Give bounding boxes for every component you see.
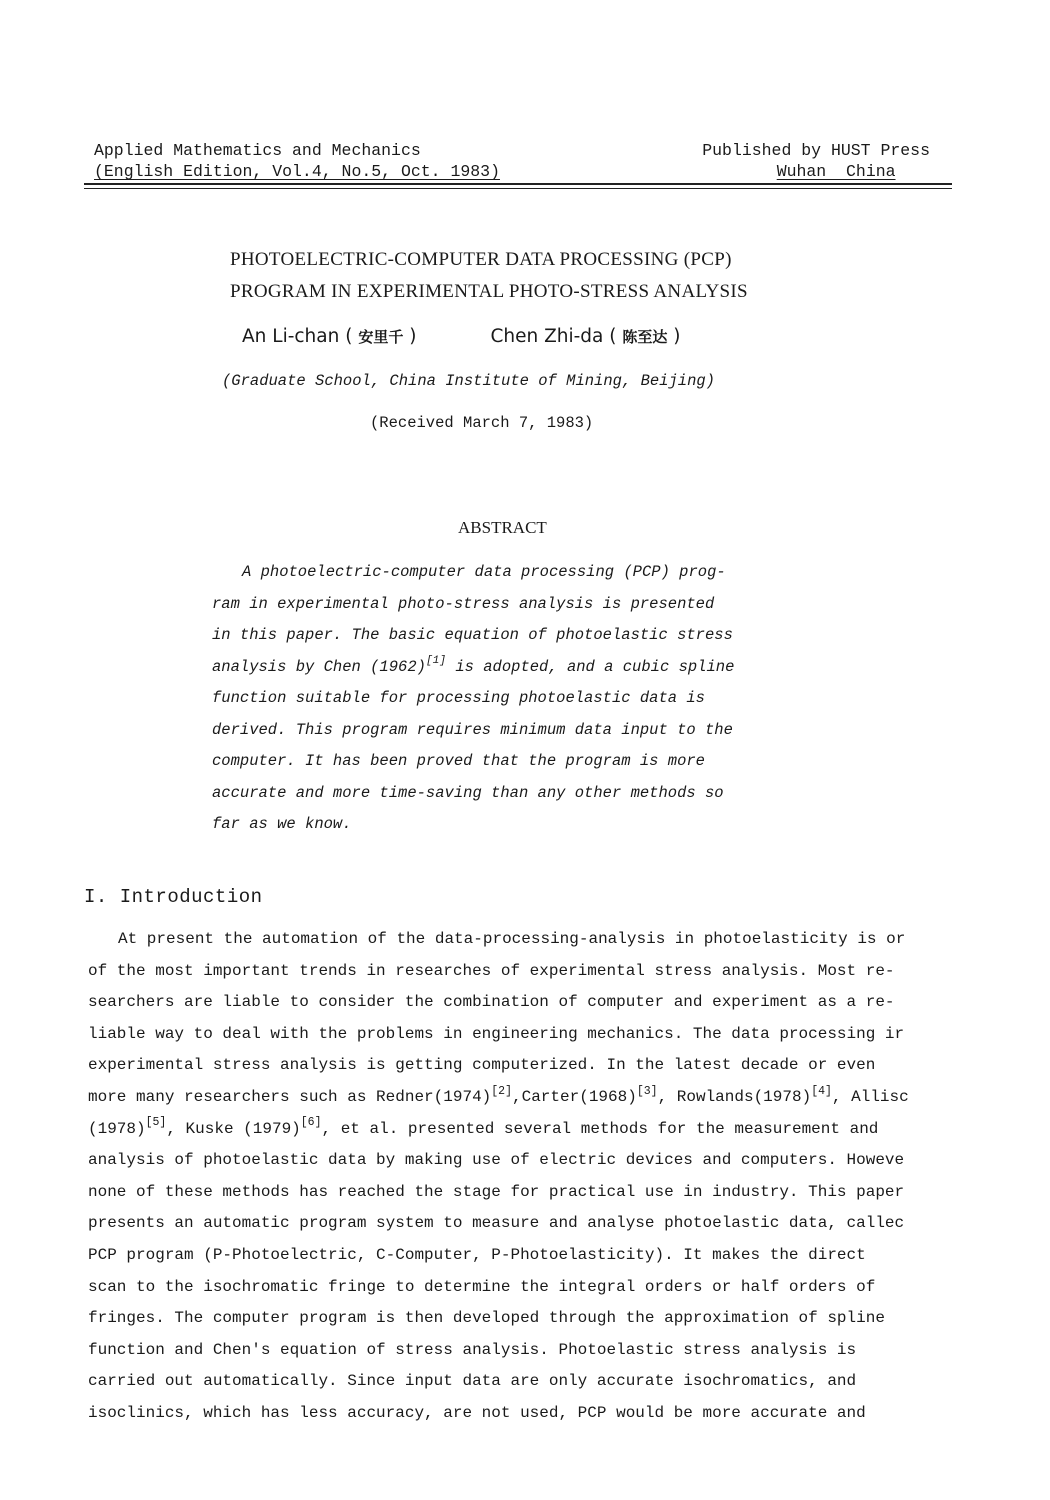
body-line: fringes. The computer program is then developed through the approximation of spline [88, 1309, 885, 1328]
received-date: (Received March 7, 1983) [370, 414, 594, 432]
publisher: Published by HUST Press [702, 141, 930, 160]
body-line: presents an automatic program system to measure and analyse photoelastic data, callec [88, 1214, 905, 1233]
body-line: (1978)[5], Kuske (1979)[6], et al. presented several methods for the measurement and [88, 1116, 879, 1138]
abstract-heading: ABSTRACT [458, 518, 547, 537]
citation-ref: [1] [425, 655, 447, 668]
abstract-line: function suitable for processing photoelastic data is [212, 689, 705, 707]
body-line: carried out automatically. Since input data are only accurate isochromatics, and [88, 1372, 857, 1391]
affiliation: (Graduate School, China Institute of Mining, Beijing) [222, 372, 715, 390]
citation-ref: [4] [811, 1084, 832, 1098]
citation-ref: [2] [491, 1084, 512, 1098]
title-line-1: PHOTOELECTRIC-COMPUTER DATA PROCESSING (PCP) [230, 249, 732, 270]
title-line-2: PROGRAM IN EXPERIMENTAL PHOTO-STRESS ANALYSIS [230, 281, 748, 302]
author-name: Chen Zhi-da [490, 326, 604, 347]
publisher-info [702, 140, 930, 182]
abstract-line: derived. This program requires minimum data input to the [212, 720, 733, 739]
abstract-line: far as we know. [212, 815, 352, 833]
body-line: analysis of photoelastic data by making use of electric devices and computers. Howeve [88, 1151, 905, 1170]
body-line: At present the automation of the data-processing-analysis in photoelasticity is or [118, 930, 906, 948]
body-line: scan to the isochromatic fringe to determine the integral orders or half orders of [88, 1277, 876, 1296]
abstract-line: A photoelectric-computer data processing (PCP) prog- [242, 563, 726, 581]
body-line: none of these methods has reached the stage for practical use in industry. This paper [88, 1182, 905, 1201]
abstract-line: analysis by Chen (1962)[1] is adopted, and a cubic spline [212, 655, 735, 676]
author-cjk-name: 安里千 [358, 328, 404, 346]
citation-ref: [3] [636, 1084, 658, 1098]
section-heading: I. Introduction [84, 886, 263, 908]
abstract-line: accurate and more time-saving than any other methods so [212, 783, 724, 802]
body-line: PCP program (P-Photoelectric, C-Computer, P-Photoelasticity). It makes the direct [88, 1245, 866, 1264]
abstract-line: ram in experimental photo-stress analysis is presented [212, 594, 715, 613]
header-rule [84, 183, 952, 185]
journal-name: Applied Mathematics and Mechanics [94, 141, 421, 160]
body-line: isoclinics, which has less accuracy, are not used, PCP would be more accurate and [88, 1403, 866, 1422]
body-line: experimental stress analysis is getting computerized. In the latest decade or even [88, 1056, 876, 1075]
body-line: function and Chen's equation of stress analysis. Photoelastic stress analysis is [88, 1340, 857, 1359]
paper-title [230, 244, 748, 308]
body-line: more many researchers such as Redner(1974)[2],Carter(1968)[3], Rowlands(1978)[4], Allisc [88, 1084, 909, 1106]
abstract-body [212, 558, 822, 842]
citation-ref: [5] [145, 1116, 167, 1130]
abstract-line: computer. It has been proved that the program is more [212, 752, 705, 770]
body-line: of the most important trends in researches of experimental stress analysis. Most re- [88, 961, 895, 980]
body-line: liable way to deal with the problems in engineering mechanics. The data processing ir [88, 1024, 905, 1043]
abstract-line: in this paper. The basic equation of photoelastic stress [212, 626, 733, 644]
citation-ref: [6] [300, 1116, 322, 1130]
body-line: searchers are liable to consider the combination of computer and experiment as a re- [88, 993, 895, 1012]
author-cjk-name: 陈至达 [622, 328, 668, 346]
author-list: An Li-chan ( 安里千 ) Chen Zhi-da ( 陈至达 ) [242, 326, 681, 347]
publisher-location: Wuhan China [776, 162, 896, 181]
journal-info [94, 140, 500, 182]
section-body [88, 924, 978, 1430]
header-rule-thin [84, 188, 952, 189]
author-name: An Li-chan [242, 326, 340, 347]
journal-edition: (English Edition, Vol.4, No.5, Oct. 1983) [94, 162, 500, 181]
